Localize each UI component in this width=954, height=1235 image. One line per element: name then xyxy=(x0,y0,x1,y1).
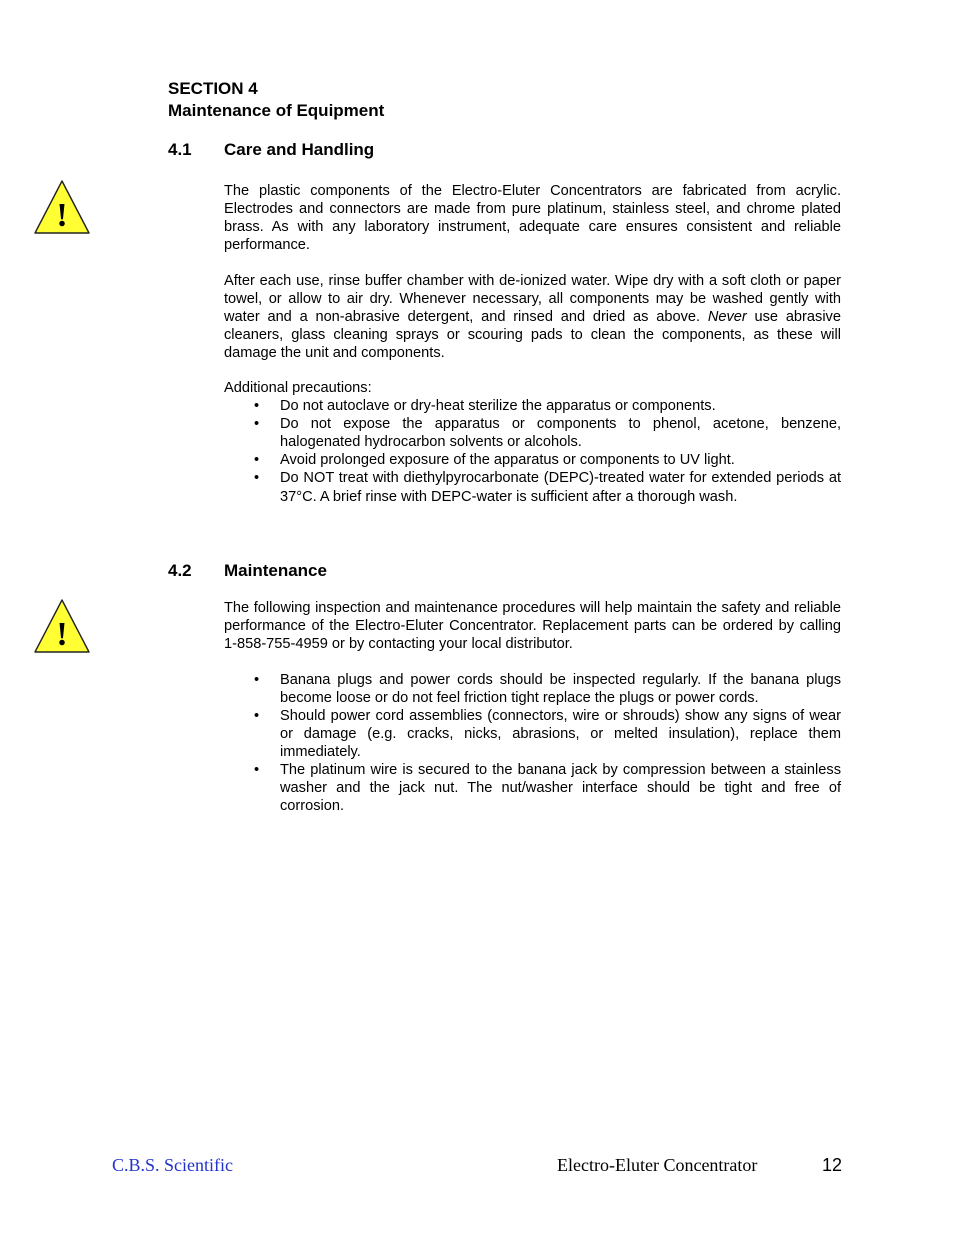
bullet: • xyxy=(254,672,260,688)
list-item-text: Should power cord assemblies (connectors, wire or shrouds) show any signs of wear or damage (e.g. cracks, nicks, abrasions, or melted insulation), replace them immediately. xyxy=(280,708,841,760)
bullet: • xyxy=(254,470,260,486)
section-title: Maintenance of Equipment xyxy=(168,101,385,120)
list-item-text: Do not expose the apparatus or components to phenol, acetone, benzene, halogenated hydrocarbon solvents or alcohols. xyxy=(280,416,841,450)
care-paragraph-2-b: use abrasive cleaners, glass cleaning sprays or scouring pads to clean the components, as these will damage the unit and components. xyxy=(224,309,841,361)
bullet: • xyxy=(254,762,260,778)
bullet: • xyxy=(254,398,260,414)
subsection-number-maintenance: 4.2 xyxy=(168,561,192,580)
bullet: • xyxy=(254,708,260,724)
warning-triangle-icon xyxy=(32,178,92,236)
warning-mark: ! xyxy=(56,197,68,234)
care-paragraph-2-a: After each use, rinse buffer chamber with de-ionized water. Wipe dry with a soft cloth or paper towel, or allow to air dry. Whenever necessary, all components may be washed gently with water and a non-abrasive detergent, and rinsed and dried as above. xyxy=(224,273,841,325)
list-item-text: Do not autoclave or dry-heat sterilize the apparatus or components. xyxy=(280,398,716,414)
page-number: 12 xyxy=(822,1155,843,1175)
subsection-title-care: Care and Handling xyxy=(224,140,375,159)
list-item xyxy=(250,469,841,506)
warning-mark: ! xyxy=(56,616,68,653)
list-item xyxy=(250,761,841,815)
list-item xyxy=(250,397,841,415)
subsection-title-maintenance: Maintenance xyxy=(224,561,327,580)
list-item-text: Banana plugs and power cords should be inspected regularly. If the banana plugs become loose or do not feel friction tight replace the plugs or power cords. xyxy=(280,672,841,706)
never-emphasis: Never xyxy=(707,309,747,325)
list-item xyxy=(250,671,841,707)
care-paragraph-1: The plastic components of the Electro-Eluter Concentrators are fabricated from acrylic. Electrodes and connectors are made from pure platinum, stainless steel, and chrome plated brass. As with any laboratory instrument, adequate care ensures consistent and reliable performance. xyxy=(224,183,841,253)
precautions-label: Additional precautions: xyxy=(224,380,372,396)
care-paragraph-2 xyxy=(224,272,841,362)
section-label: SECTION 4 xyxy=(168,79,258,98)
list-item xyxy=(250,451,841,469)
list-item xyxy=(250,707,841,761)
precautions-list xyxy=(250,397,841,506)
subsection-number-care: 4.1 xyxy=(168,140,192,159)
footer-product: Electro-Eluter Concentrator xyxy=(557,1155,758,1175)
maintenance-paragraph-1: The following inspection and maintenance procedures will help maintain the safety and reliable performance of the Electro-Eluter Concentrator. Replacement parts can be ordered by calling 1-858-755-4959 or by contacting your local distributor. xyxy=(224,600,841,652)
bullet: • xyxy=(254,452,260,468)
list-item-text: Do NOT treat with diethylpyrocarbonate (DEPC)-treated water for extended periods at 37°C. A brief rinse with DEPC-water is sufficient after a thorough wash. xyxy=(280,470,841,505)
maintenance-list xyxy=(250,671,841,815)
bullet: • xyxy=(254,416,260,432)
list-item xyxy=(250,415,841,451)
list-item-text: The platinum wire is secured to the banana jack by compression between a stainless washer and the jack nut. The nut/washer interface should be tight and free of corrosion. xyxy=(280,762,841,814)
list-item-text: Avoid prolonged exposure of the apparatus or components to UV light. xyxy=(280,452,735,468)
warning-triangle-icon xyxy=(32,597,92,655)
footer-company: C.B.S. Scientific xyxy=(112,1155,233,1175)
